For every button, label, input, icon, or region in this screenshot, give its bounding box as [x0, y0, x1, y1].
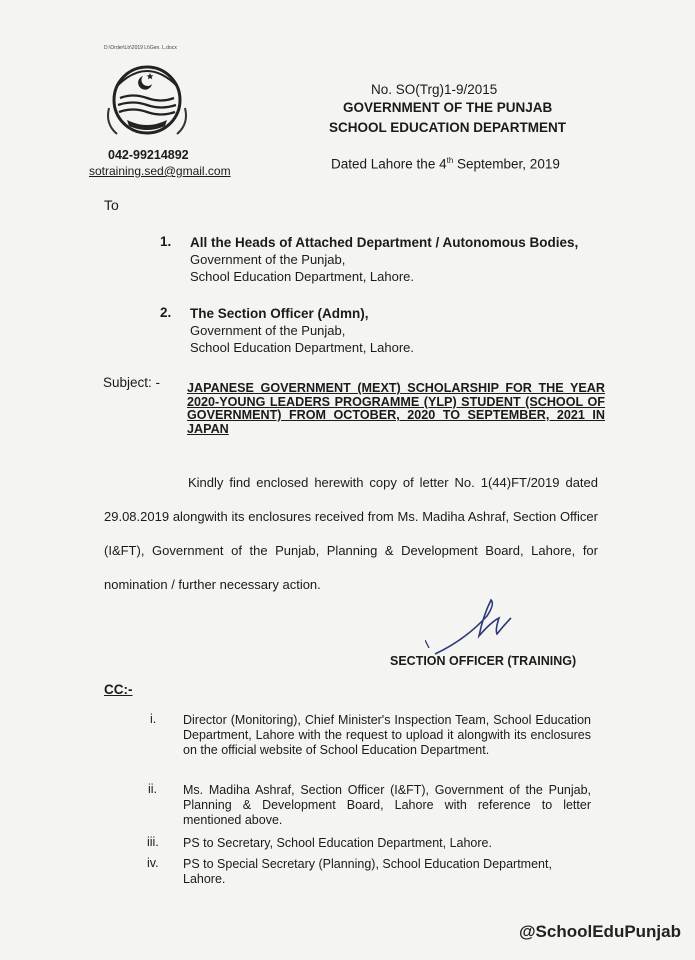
addressee-title: The Section Officer (Admn), [190, 306, 369, 321]
cc-item-text: PS to Secretary, School Education Department, Lahore. [183, 836, 492, 850]
signature-icon [425, 596, 525, 660]
cc-item-text: Ms. Madiha Ashraf, Section Officer (I&FT), Government of the Punjab, Planning & Development Board, Lahore with reference to letter mentioned above. [183, 783, 591, 827]
letter-date [331, 156, 560, 172]
department-heading: SCHOOL EDUCATION DEPARTMENT [329, 120, 567, 135]
file-path-stamp: D:\Order\Ltr\2019 Lt\Gen. L.docx [104, 45, 177, 51]
body-paragraph: Kindly find enclosed herewith copy of letter No. 1(44)FT/2019 dated 29.08.2019 alongwith its enclosures received from Ms. Madiha Ashraf, Section Officer (I&FT), Government of the Punjab, Planning & Development Board, Lahore, for nomination / further necessary action. [104, 475, 598, 592]
addressee-line: Government of the Punjab, [190, 323, 346, 338]
addressee-title: All the Heads of Attached Department / Autonomous Bodies, [190, 235, 579, 250]
date-suffix: September, 2019 [453, 156, 560, 172]
punjab-government-logo [103, 60, 191, 142]
addressee-number: 1. [160, 234, 172, 249]
cc-item-number: i. [150, 712, 157, 726]
signatory-designation: SECTION OFFICER (TRAINING) [390, 654, 577, 668]
addressee-number: 2. [160, 305, 172, 320]
subject-label: Subject: - [103, 375, 161, 390]
email-address: sotraining.sed@gmail.com [89, 164, 231, 178]
social-handle-watermark: @SchoolEduPunjab [518, 922, 681, 941]
addressee-line: School Education Department, Lahore. [190, 340, 415, 355]
addressee-block [190, 234, 610, 285]
cc-item-number: iv. [147, 856, 159, 870]
government-heading: GOVERNMENT OF THE PUNJAB [343, 100, 553, 115]
subject-text: JAPANESE GOVERNMENT (MEXT) SCHOLARSHIP FOR THE YEAR 2020-YOUNG LEADERS PROGRAMME (YLP) STUDENT (SCHOOL OF GOVERNMENT) FROM OCTOBER, 2020 TO SEPTEMBER, 2021 IN JAPAN [187, 381, 605, 436]
cc-item-text: PS to Special Secretary (Planning), School Education Department, Lahore. [183, 857, 552, 886]
cc-item-number: iii. [147, 835, 159, 849]
addressee-line: School Education Department, Lahore. [190, 269, 415, 284]
date-superscript: th [446, 156, 454, 165]
cc-label: CC:- [104, 682, 133, 697]
phone-number: 042-99214892 [108, 148, 189, 162]
date-prefix: Dated Lahore the 4 [331, 156, 447, 172]
addressee-line: Government of the Punjab, [190, 252, 346, 267]
addressee-block [190, 305, 610, 356]
to-label: To [104, 197, 119, 213]
cc-item-number: ii. [148, 782, 158, 796]
cc-item-text: Director (Monitoring), Chief Minister's Inspection Team, School Education Department, Lahore with the request to upload it alongwith its enclosures on the official website of School Education Department. [183, 713, 591, 757]
reference-number: No. SO(Trg)1-9/2015 [371, 82, 498, 97]
